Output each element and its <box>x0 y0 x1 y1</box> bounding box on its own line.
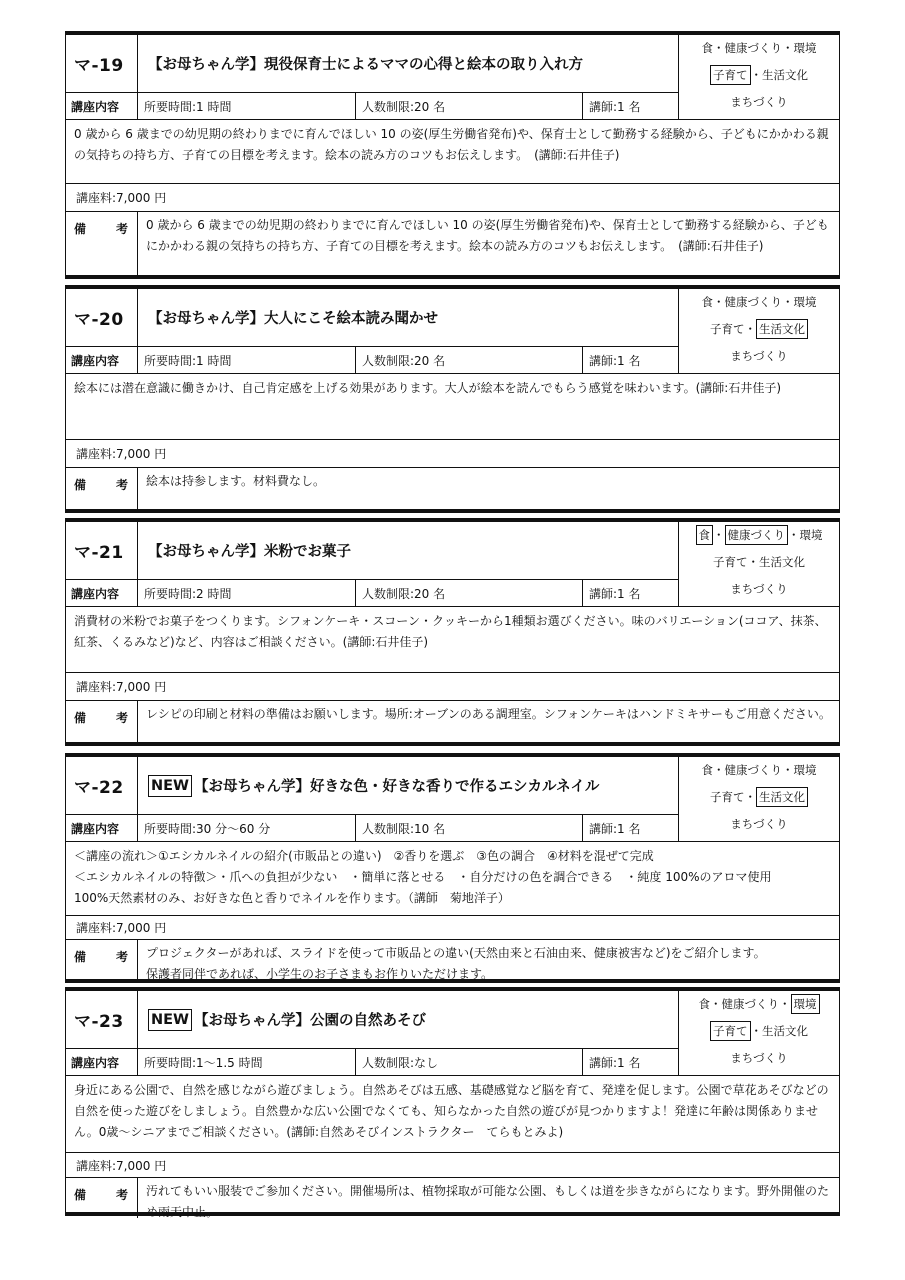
course-title-text: 【お母ちゃん学】好きな色・好きな香りで作るエシカルネイル <box>194 779 600 795</box>
category-line <box>679 757 839 784</box>
category-separator: ・ <box>782 295 794 309</box>
course-content-label: 講座内容 <box>66 347 138 373</box>
category-tag: 健康づくり <box>724 295 782 309</box>
category-tag: まちづくり <box>730 582 788 596</box>
notes-row <box>66 940 839 979</box>
category-separator: ・ <box>782 763 794 777</box>
course-content-label: 講座内容 <box>66 815 138 841</box>
course-description <box>66 842 839 916</box>
category-separator: ・ <box>747 555 759 569</box>
category-separator: ・ <box>782 41 794 55</box>
description-line: 100%天然素材のみ、お好きな色と香りでネイルを作ります。（講師 菊地洋子） <box>74 891 510 905</box>
instructor-count: 講師:1 名 <box>583 1049 679 1075</box>
course-description: 絵本には潜在意識に働きかけ、自己肯定感を上げる効果があります。大人が絵本を読んでもらう感覚を味わいます。(講師:石井佳子) <box>66 374 839 440</box>
course-description: 身近にある公園で、自然を感じながら遊びましょう。自然あそびは五感、基礎感覚など脳を育て、発達を促します。公園で草花あそびなどの自然を使った遊びをしましょう。自然豊かな広い公園でなくても、知らなかった自然の遊びが見つかりますよ！発達に年齢は関係ありません。0歳～シニアまでご相談ください。(講師:自然あそびインストラクター てらもとみよ) <box>66 1076 839 1153</box>
category-line <box>679 811 839 838</box>
category-separator: ・ <box>750 68 762 82</box>
notes-text <box>138 940 839 979</box>
course-fee: 講座料:7,000 円 <box>66 673 839 701</box>
category-separator: ・ <box>713 41 725 55</box>
new-badge: NEW <box>148 1009 192 1031</box>
course-content-label: 講座内容 <box>66 1049 138 1075</box>
notes-text: 汚れてもいい服装でご参加ください。開催場所は、植物採取が可能な公園、もしくは道を歩きながらになります。野外開催のため雨天中止。 <box>146 1184 830 1218</box>
category-tag: 生活文化 <box>762 68 808 82</box>
category-tags <box>679 522 839 607</box>
category-line <box>679 522 839 549</box>
category-tag: 健康づくり <box>724 41 782 55</box>
category-line <box>679 343 839 370</box>
category-tag: まちづくり <box>730 95 788 109</box>
new-badge: NEW <box>148 775 192 797</box>
category-tag: まちづくり <box>730 349 788 363</box>
duration: 所要時間:1 時間 <box>138 347 356 373</box>
category-tag: 環境 <box>793 295 817 309</box>
course-block <box>65 285 840 513</box>
category-tag: 食 <box>696 525 714 545</box>
instructor-count: 講師:1 名 <box>583 347 679 373</box>
duration: 所要時間:1～1.5 時間 <box>138 1049 356 1075</box>
course-title <box>138 522 679 580</box>
course-fee: 講座料:7,000 円 <box>66 916 839 940</box>
category-line <box>679 576 839 603</box>
category-line <box>679 316 839 343</box>
course-block <box>65 31 840 279</box>
category-tag: 健康づくり <box>721 997 779 1011</box>
notes-text: 絵本は持参します。材料費なし。 <box>146 474 326 488</box>
course-code: マ-19 <box>66 35 138 93</box>
category-tag: 環境 <box>793 763 817 777</box>
instructor-count: 講師:1 名 <box>583 815 679 841</box>
category-line <box>679 549 839 576</box>
category-tag: 健康づくり <box>724 763 782 777</box>
course-detail-row <box>66 93 679 120</box>
notes-label: 備 考 <box>66 1178 138 1218</box>
notes-row <box>66 701 839 742</box>
course-title-text: 【お母ちゃん学】大人にこそ絵本読み聞かせ <box>148 311 438 327</box>
category-tags <box>679 991 839 1076</box>
course-fee: 講座料:7,000 円 <box>66 1153 839 1178</box>
notes-label: 備 考 <box>66 940 138 979</box>
category-line <box>679 991 839 1018</box>
course-content-label: 講座内容 <box>66 93 138 119</box>
notes-line: プロジェクターがあれば、スライドを使って市販品との違い(天然由来と石油由来、健康被害など)をご紹介します。 <box>146 946 766 960</box>
category-separator: ・ <box>744 322 756 336</box>
notes-row <box>66 1178 839 1218</box>
course-title <box>138 35 679 93</box>
course-fee: 講座料:7,000 円 <box>66 440 839 468</box>
course-title-text: 【お母ちゃん学】現役保育士によるママの心得と絵本の取り入れ方 <box>148 57 583 73</box>
course-code: マ-23 <box>66 991 138 1049</box>
category-tag: 生活文化 <box>756 319 808 339</box>
category-tag: 環境 <box>793 41 817 55</box>
category-separator: ・ <box>710 997 722 1011</box>
category-separator: ・ <box>744 790 756 804</box>
description-line: ＜エシカルネイルの特徴＞・爪への負担が少ない ・簡単に落とせる ・自分だけの色を調合できる ・純度 100%のアロマ使用 <box>74 870 772 884</box>
category-tag: 生活文化 <box>762 1024 808 1038</box>
notes-row <box>66 212 839 275</box>
course-code: マ-22 <box>66 757 138 815</box>
category-tag: 食 <box>701 295 713 309</box>
course-title <box>138 289 679 347</box>
course-block <box>65 987 840 1216</box>
notes-label: 備 考 <box>66 468 138 509</box>
description-line: ＜講座の流れ＞①エシカルネイルの紹介(市販品との違い) ②香りを選ぶ ③色の調合 ④材料を混ぜて完成 <box>74 849 654 863</box>
category-tag: 生活文化 <box>759 555 805 569</box>
course-code: マ-21 <box>66 522 138 580</box>
category-tag: 子育て <box>710 1021 751 1041</box>
notes-text: レシピの印刷と材料の準備はお願いします。場所:オーブンのある調理室。シフォンケーキはハンドミキサーもご用意ください。 <box>146 707 831 721</box>
category-tag: 健康づくり <box>725 525 789 545</box>
category-tags <box>679 289 839 374</box>
category-tag: 食 <box>701 763 713 777</box>
notes-text: 0 歳から 6 歳までの幼児期の終わりまでに育んでほしい 10 の姿(厚生労働省発布)や、保育士として勤務する経験から、子どもにかかわる親の気持ちの持ち方、子育ての目標を考えます。絵本の読み方のコツもお伝えします。 (講師:石井佳子) <box>146 218 829 253</box>
course-description: 消費材の米粉でお菓子をつくります。シフォンケーキ・スコーン・クッキーから1種類お選びください。味のバリエーション(ココア、抹茶、紅茶、くるみなど)など、内容はご相談ください。(講師:石井佳子) <box>66 607 839 673</box>
category-separator: ・ <box>750 1024 762 1038</box>
course-title <box>138 991 679 1049</box>
notes-row <box>66 468 839 509</box>
category-separator: ・ <box>713 295 725 309</box>
category-line <box>679 35 839 62</box>
category-tag: 環境 <box>791 994 820 1014</box>
course-block <box>65 753 840 983</box>
category-tag: 子育て <box>710 322 745 336</box>
notes-label: 備 考 <box>66 701 138 742</box>
category-tag: 食 <box>698 997 710 1011</box>
instructor-count: 講師:1 名 <box>583 580 679 606</box>
duration: 所要時間:2 時間 <box>138 580 356 606</box>
category-tag: 生活文化 <box>756 787 808 807</box>
course-description: 0 歳から 6 歳までの幼児期の終わりまでに育んでほしい 10 の姿(厚生労働省発布)や、保育士として勤務する経験から、子どもにかかわる親の気持ちの持ち方、子育ての目標を考えます。絵本の読み方のコツもお伝えします。 (講師:石井佳子) <box>66 120 839 184</box>
category-tag: まちづくり <box>730 817 788 831</box>
course-detail-row <box>66 347 679 374</box>
category-tag: 食 <box>701 41 713 55</box>
instructor-count: 講師:1 名 <box>583 93 679 119</box>
category-tag: 子育て <box>710 65 751 85</box>
category-line <box>679 1018 839 1045</box>
course-detail-row <box>66 1049 679 1076</box>
category-line <box>679 62 839 89</box>
capacity: 人数制限:20 名 <box>356 347 583 373</box>
course-code: マ-20 <box>66 289 138 347</box>
capacity: 人数制限:20 名 <box>356 580 583 606</box>
course-fee: 講座料:7,000 円 <box>66 184 839 212</box>
capacity: 人数制限:20 名 <box>356 93 583 119</box>
duration: 所要時間:1 時間 <box>138 93 356 119</box>
notes-label: 備 考 <box>66 212 138 275</box>
course-detail-row <box>66 580 679 607</box>
category-tag: 子育て <box>710 790 745 804</box>
course-content-label: 講座内容 <box>66 580 138 606</box>
category-separator: ・ <box>713 763 725 777</box>
course-title-text: 【お母ちゃん学】公園の自然あそび <box>194 1013 427 1029</box>
capacity: 人数制限:10 名 <box>356 815 583 841</box>
category-line <box>679 1045 839 1072</box>
category-line <box>679 784 839 811</box>
capacity: 人数制限:なし <box>356 1049 583 1075</box>
category-tags <box>679 35 839 120</box>
course-detail-row <box>66 815 679 842</box>
category-separator: ・ <box>713 528 725 542</box>
category-tag: 環境 <box>799 528 823 542</box>
category-tag: 子育て <box>713 555 748 569</box>
course-block <box>65 518 840 746</box>
category-tag: まちづくり <box>730 1051 788 1065</box>
notes-line: 保護者同伴であれば、小学生のお子さまもお作りいただけます。 <box>146 967 494 979</box>
duration: 所要時間:30 分～60 分 <box>138 815 356 841</box>
category-line <box>679 89 839 116</box>
category-tags <box>679 757 839 842</box>
category-separator: ・ <box>788 528 800 542</box>
category-line <box>679 289 839 316</box>
course-title-text: 【お母ちゃん学】米粉でお菓子 <box>148 544 351 560</box>
category-separator: ・ <box>779 997 791 1011</box>
course-title <box>138 757 679 815</box>
